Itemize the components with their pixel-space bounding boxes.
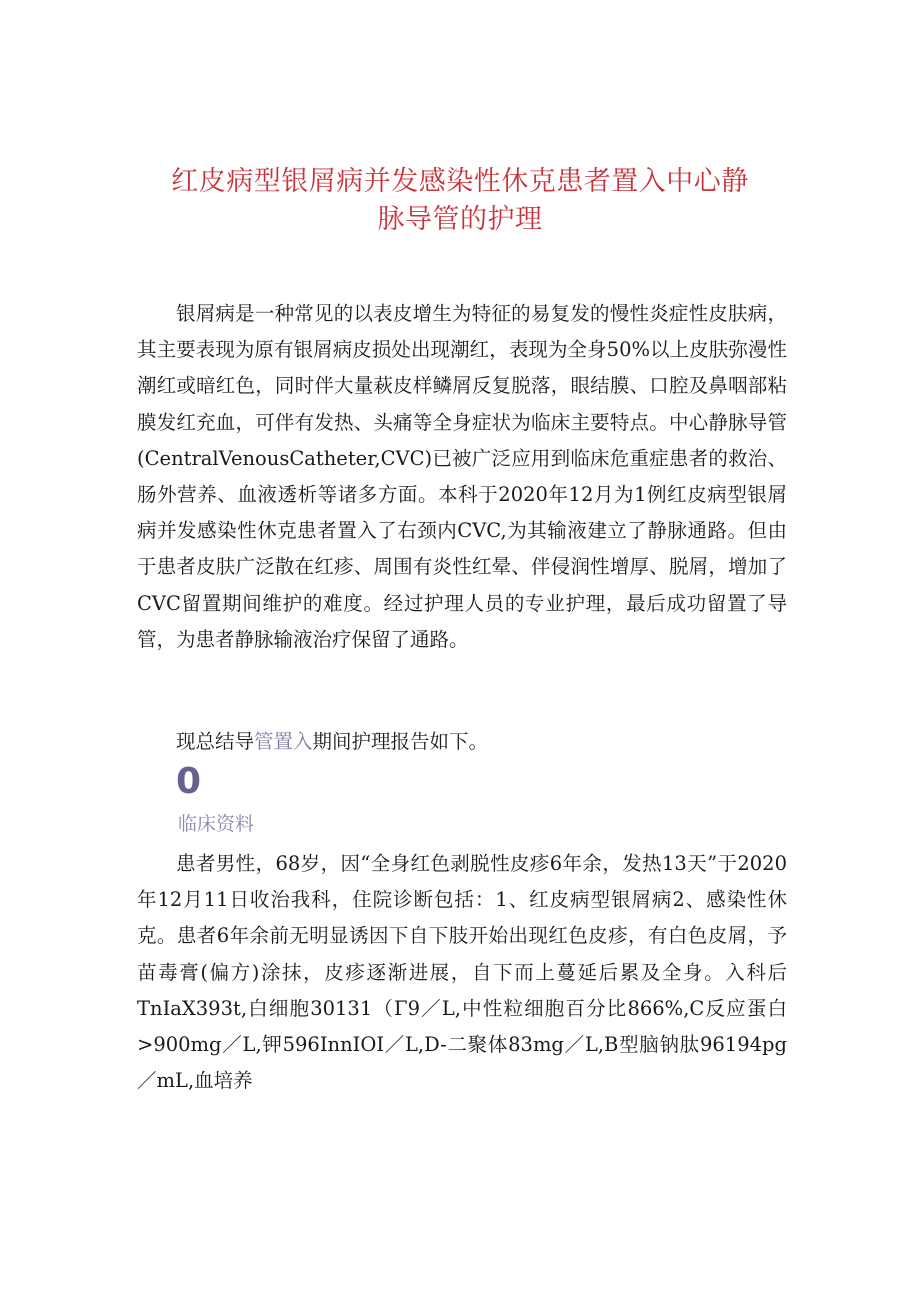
- summary-text-accent: 管置入: [254, 730, 313, 753]
- section-number: 0: [176, 761, 202, 802]
- clinical-data-paragraph: 患者男性，68岁，因“全身红色剥脱性皮疹6年余，发热13天”于2020年12月11日收治我科，住院诊断包括：1、红皮病型银屑病2、感染性休克。患者6年余前无明显诱因下自下肢开始出现红色皮疹，有白色皮屑，予苗毒膏(偏方)涂抹，皮疹逐渐进展，自下而上蔓延后累及全身。入科后TnIaX393t,白细胞30131（Γ9／L,中性粒细胞百分比866%,C反应蛋白>900mg／L,钾596InnIOI／L,D-二聚体83mg／L,B型脑钠肽96194pg／mL,血培养: [137, 852, 787, 1093]
- document-title-line-1: 红皮病型银屑病并发感染性休克患者置入中心静: [171, 166, 749, 197]
- summary-text-after: 期间护理报告如下。: [312, 730, 489, 753]
- section-heading: 临床资料: [178, 813, 255, 835]
- summary-text-before: 现总结导: [176, 730, 255, 753]
- intro-paragraph: 银屑病是一种常见的以表皮增生为特征的易复发的慢性炎症性皮肤病，其主要表现为原有银屑病皮损处出现潮红，表现为全身50%以上皮肤弥漫性潮红或暗红色，同时伴大量萩皮样鳞屑反复脱落，眼结膜、口腔及鼻咽部粘膜发红充血，可伴有发热、头痛等全身症状为临床主要特点。中心静脉导管(CentralVenousCatheter,CVC)已被广泛应用到临床危重症患者的救治、肠外营养、血液透析等诸多方面。本科于2020年12月为1例红皮病型银屑病并发感染性休克患者置入了右颈内CVC,为其输液建立了静脉通路。但由于患者皮肤广泛散在红疹、周围有炎性红晕、伴侵润性增厚、脱屑，增加了CVC留置期间维护的难度。经过护理人员的专业护理，最后成功留置了导管，为患者静脉输液治疗保留了通路。: [137, 302, 787, 651]
- document-title-line-2: 脉导管的护理: [377, 204, 543, 235]
- summary-paragraph: [176, 724, 787, 760]
